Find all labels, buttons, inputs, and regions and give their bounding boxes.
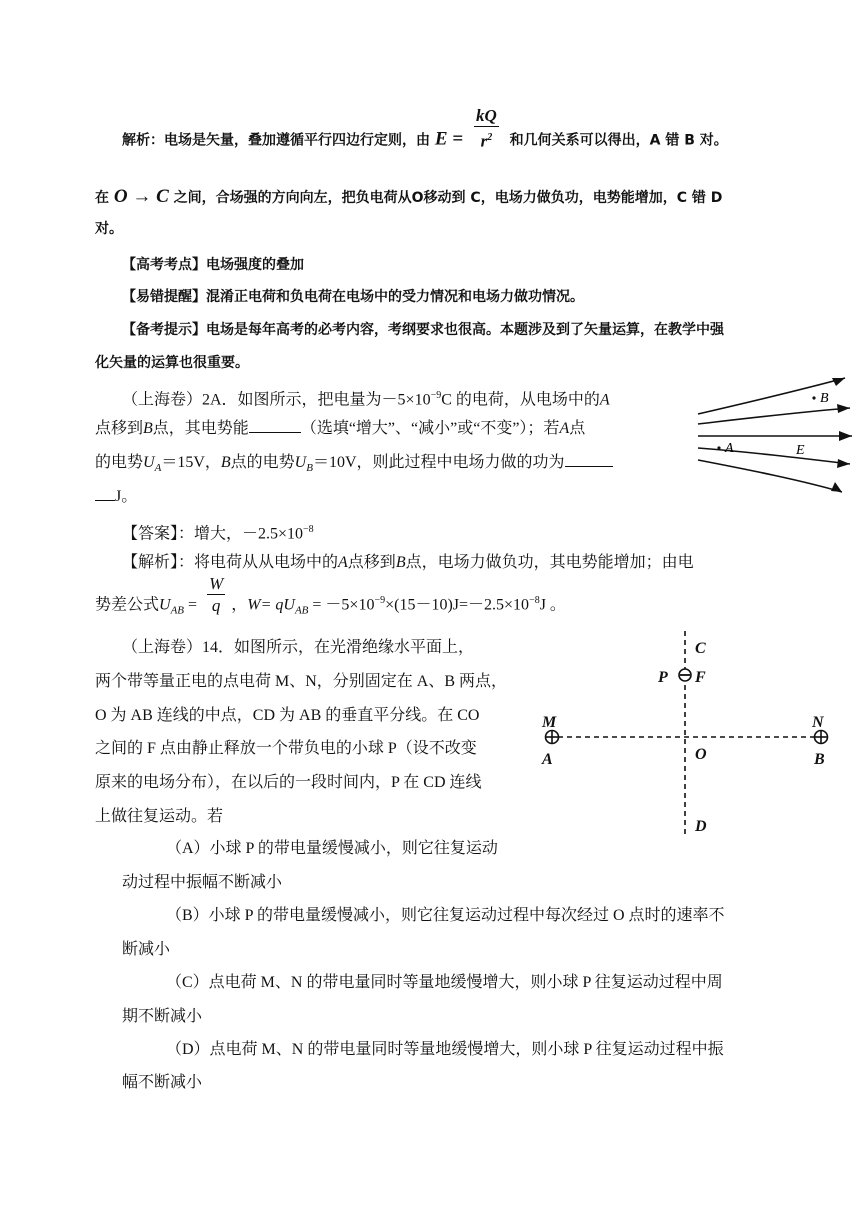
option-d-line-2: 幅不断减小 <box>122 1074 203 1091</box>
formula-e: E = <box>434 128 464 150</box>
point-b <box>812 396 815 399</box>
q14-line-3: O 为 AB 连线的中点，CD 为 AB 的垂直平分线。在 CO <box>95 707 480 724</box>
label-e: E <box>796 443 805 458</box>
label-c: C <box>695 640 706 657</box>
analysis-text: 和几何关系可以得出，A 错 B 对。 <box>509 132 728 149</box>
q2a-line-2: 点移到B点，其电势能 （选填“增大”、“减小”或“不变”）；若A点 <box>95 420 586 437</box>
q2a-answer: 【答案】：增大，$-2.5\times 10^{-8}$ <box>122 524 314 543</box>
q14-line-6: 上做往复运动。若 <box>95 808 224 825</box>
prep-tip-2: 化矢量的运算也很重要。 <box>95 355 249 371</box>
prep-tip-1: 【备考提示】电场是每年高考的必考内容，考纲要求也很高。本题涉及到了矢量运算，在教学中强 <box>122 322 724 338</box>
label-o: O <box>695 746 707 763</box>
option-a-line-2: 动过程中振幅不断减小 <box>122 874 283 891</box>
option-b-line-2: 断减小 <box>122 941 171 958</box>
charges-figure <box>530 625 850 845</box>
blank-2[interactable] <box>565 452 613 467</box>
label-b: B <box>814 751 825 768</box>
q2a-line-4: J。 <box>95 486 137 508</box>
option-b-line-1: （B）小球 P 的带电量缓慢减小，则它往复运动过程中每次经过 O 点时的速率不 <box>166 907 725 924</box>
positive-charge-m-icon <box>546 731 559 744</box>
label-a: A <box>542 751 553 768</box>
label-a: A <box>725 441 734 456</box>
fraction-w-q: $\frac{W}{q}$ <box>209 574 224 616</box>
label-m: M <box>542 714 557 731</box>
analysis-text: 解析：电场是矢量，叠加遵循平行四边行定则，由 <box>122 132 430 149</box>
exam-point: 【高考考点】电场强度的叠加 <box>122 257 304 273</box>
label-f: F <box>695 669 706 686</box>
label-p: P <box>658 669 668 686</box>
q14-line-2: 两个带等量正电的点电荷 M、N，分别固定在 A、B 两点， <box>95 673 508 690</box>
fraction-kq-r2: $\frac{kQ}{r^2}$ <box>476 106 497 151</box>
q2a-line-1: （上海卷）2A．如图所示，把电量为$-5\times 10^{-9}C$ 的电荷，从电场中的A <box>122 390 610 409</box>
electric-field-figure <box>690 372 858 498</box>
blank-2-cont[interactable] <box>95 486 115 501</box>
q2a-explanation-2: 势差公式$U_{AB}$ = $\frac{W}{q}$ ，$W= qU_{AB} = -5\times 10^{-9}\times(15-10)J=-2.5\times 10^{-8}J$ 。 <box>95 574 566 617</box>
label-d: D <box>695 818 707 835</box>
q2a-line-3: 的电势$U_A=15V$，B点的电势$U_B=10V$，则此过程中电场力做的功为 <box>95 452 613 479</box>
q14-line-1: （上海卷）14．如图所示，在光滑绝缘水平面上， <box>122 639 475 656</box>
option-c-line-2: 期不断减小 <box>122 1008 203 1025</box>
error-tip: 【易错提醒】混淆正电荷和负电荷在电场中的受力情况和电场力做功情况。 <box>122 289 584 305</box>
option-d-line-1: （D）点电荷 M、N 的带电量同时等量地缓慢增大，则小球 P 往复运动过程中振 <box>166 1041 724 1058</box>
option-c-line-1: （C）点电荷 M、N 的带电量同时等量地缓慢增大，则小球 P 往复运动过程中周 <box>166 974 723 991</box>
positive-charge-n-icon <box>815 731 828 744</box>
blank-1[interactable] <box>249 418 301 433</box>
point-a <box>717 446 720 449</box>
formula-o-to-c: O → C <box>113 186 169 207</box>
q2a-explanation-1: 【解析】：将电荷从从电场中的A点移到B点，电场力做负功，其电势能增加；由电 <box>122 554 694 571</box>
label-b: B <box>820 391 829 406</box>
analysis-line-2: 在 O → C 之间，合场强的方向向左，把负电荷从O移动到 C，电场力做负功，电势能增加，C 错 D <box>95 186 723 207</box>
analysis-line-1 <box>122 106 728 153</box>
option-a-line-1: （A）小球 P 的带电量缓慢减小，则它往复运动 <box>166 840 498 857</box>
negative-ball-icon <box>679 669 691 681</box>
analysis-line-3: 对。 <box>95 221 123 237</box>
label-n: N <box>812 714 824 731</box>
q14-line-5: 原来的电场分布），在以后的一段时间内，P 在 CD 连线 <box>95 774 482 791</box>
q14-line-4: 之间的 F 点由静止释放一个带负电的小球 P（设不改变 <box>95 740 477 757</box>
